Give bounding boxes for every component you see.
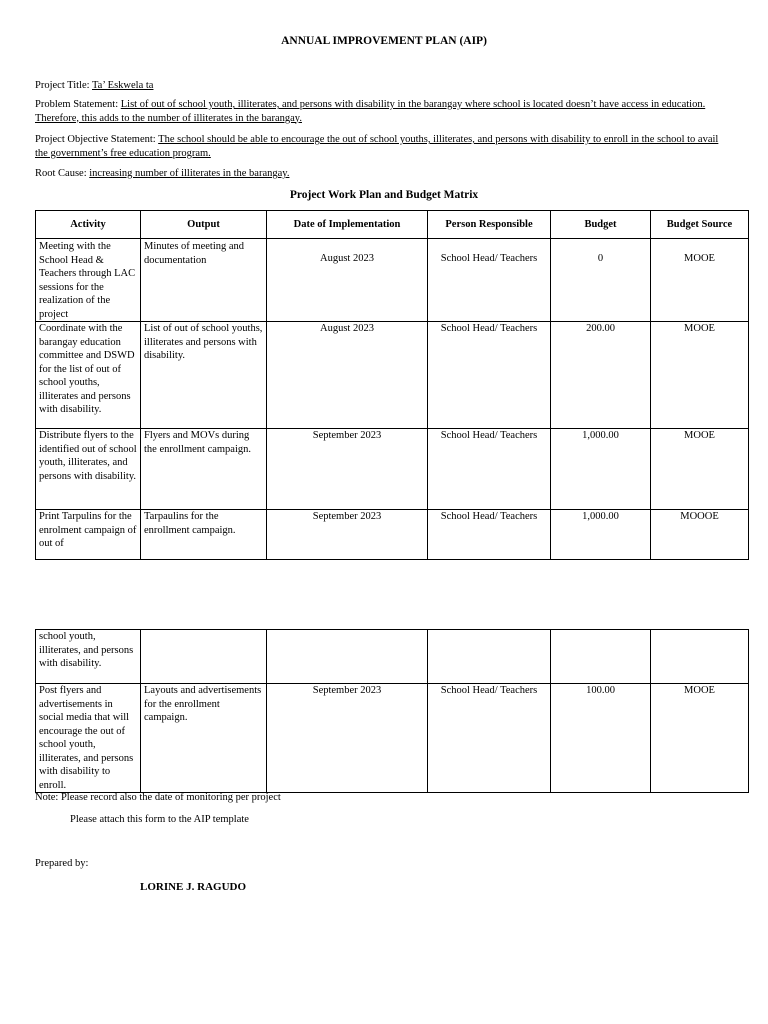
monitoring-note: Note: Please record also the date of monitoring per project	[35, 792, 281, 803]
cell-date: September 2023	[267, 510, 428, 560]
cell-person: School Head/ Teachers	[428, 429, 551, 510]
cell-budget: 0	[551, 239, 651, 322]
cell-source: MOOE	[651, 684, 749, 793]
work-plan-table-page2	[35, 629, 749, 793]
cell-source: MOOE	[651, 429, 749, 510]
cell-output: Layouts and advertisements for the enrollment campaign.	[141, 684, 267, 793]
cell-person: School Head/ Teachers	[428, 239, 551, 322]
cell-person	[428, 630, 551, 684]
cell-output	[141, 630, 267, 684]
cell-date	[267, 630, 428, 684]
table-row	[36, 239, 749, 322]
cell-activity: Print Tarpulins for the enrolment campaign of out of	[36, 510, 141, 560]
prepared-by-label: Prepared by:	[35, 858, 89, 869]
root-cause-value: increasing number of illiterates in the barangay.	[89, 168, 290, 179]
cell-source	[651, 630, 749, 684]
cell-activity: Post flyers and advertisements in social media that will encourage the out of school youth, illiterates, and persons with disability to enroll.	[36, 684, 141, 793]
cell-date: September 2023	[267, 429, 428, 510]
cell-person: School Head/ Teachers	[428, 684, 551, 793]
cell-budget: 100.00	[551, 684, 651, 793]
cell-date: September 2023	[267, 684, 428, 793]
cell-activity: Meeting with the School Head & Teachers through LAC sessions for the realization of the project	[36, 239, 141, 322]
header-budget: Budget	[551, 211, 651, 239]
header-activity: Activity	[36, 211, 141, 239]
table-header-row	[36, 211, 749, 239]
preparer-name: LORINE J. RAGUDO	[140, 881, 247, 893]
cell-output: Minutes of meeting and documentation	[141, 239, 267, 322]
header-date: Date of Implementation	[267, 211, 428, 239]
cell-person: School Head/ Teachers	[428, 510, 551, 560]
cell-source: MOOE	[651, 239, 749, 322]
cell-output: Tarpaulins for the enrollment campaign.	[141, 510, 267, 560]
attach-note: Please attach this form to the AIP template	[70, 814, 249, 825]
cell-activity: Coordinate with the barangay education committee and DSWD for the list of out of school youths, illiterates and persons with disability.	[36, 322, 141, 429]
cell-output: Flyers and MOVs during the enrollment campaign.	[141, 429, 267, 510]
table-row	[36, 510, 749, 560]
matrix-title: Project Work Plan and Budget Matrix	[289, 189, 479, 201]
cell-person: School Head/ Teachers	[428, 322, 551, 429]
cell-activity: school youth, illiterates, and persons with disability.	[36, 630, 141, 684]
header-person: Person Responsible	[428, 211, 551, 239]
work-plan-table-page1	[35, 210, 749, 560]
cell-source: MOOOE	[651, 510, 749, 560]
cell-source: MOOE	[651, 322, 749, 429]
objective-statement-line2: the government’s free education program.	[35, 147, 211, 159]
cell-output: List of out of school youths, illiterates and persons with disability.	[141, 322, 267, 429]
problem-statement-label: Problem Statement:	[35, 99, 119, 110]
problem-statement-line2: Therefore, this adds to the number of illiterates in the barangay.	[35, 112, 302, 124]
root-cause-label: Root Cause:	[35, 168, 87, 179]
cell-activity: Distribute flyers to the identified out of school youth, illiterates, and persons with disability.	[36, 429, 141, 510]
cell-date: August 2023	[267, 322, 428, 429]
cell-budget: 200.00	[551, 322, 651, 429]
problem-statement	[35, 98, 740, 125]
objective-statement-line1: The school should be able to encourage the out of school youths, illiterates, and persons with disability to enroll in the school to avail	[158, 134, 719, 145]
header-source: Budget Source	[651, 211, 749, 239]
project-title-value: Ta’ Eskwela ta	[92, 80, 154, 91]
table-row	[36, 429, 749, 510]
document-title: ANNUAL IMPROVEMENT PLAN (AIP)	[281, 35, 487, 47]
header-output: Output	[141, 211, 267, 239]
cell-budget: 1,000.00	[551, 510, 651, 560]
table-row	[36, 684, 749, 793]
objective-statement	[35, 133, 740, 160]
cell-date: August 2023	[267, 239, 428, 322]
cell-budget	[551, 630, 651, 684]
project-title-line	[35, 79, 740, 93]
problem-statement-line1: List of out of school youth, illiterates, and persons with disability in the barangay where school is located doesn’t have access in education.	[120, 99, 706, 110]
table-row	[36, 322, 749, 429]
objective-statement-label: Project Objective Statement:	[35, 134, 156, 145]
cell-budget: 1,000.00	[551, 429, 651, 510]
root-cause-line	[35, 167, 740, 181]
table-row	[36, 630, 749, 684]
project-title-label: Project Title:	[35, 80, 90, 91]
